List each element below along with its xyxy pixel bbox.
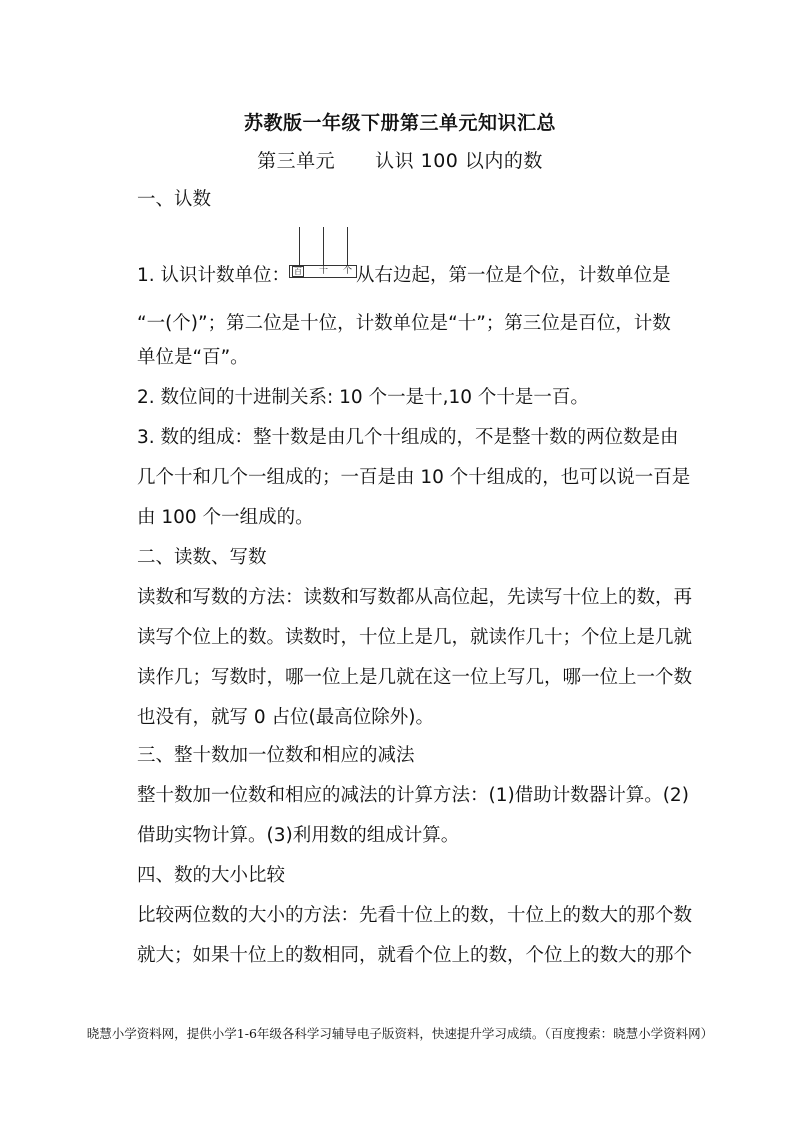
- abacus-rod-ones: [347, 227, 348, 265]
- paragraph-line: 读作几；写数时，哪一位上是几就在这一位上写几，哪一位上一个数: [137, 667, 693, 688]
- paragraph-line: 读数和写数的方法：读数和写数都从高位起，先读写十位上的数，再: [137, 587, 693, 608]
- section-heading-1: 一、认数: [137, 189, 212, 210]
- abacus-rod-hundreds: [299, 227, 300, 265]
- document-title: 苏教版一年级下册第三单元知识汇总: [243, 112, 556, 134]
- paragraph-line: “一(个)”；第二位是十位，计数单位是“十”；第三位是百位，计数: [137, 313, 671, 334]
- paragraph-line: 整十数加一位数和相应的减法的计算方法：(1)借助计数器计算。(2): [137, 785, 689, 806]
- section-heading-3: 三、整十数加一位数和相应的减法: [137, 745, 415, 766]
- paragraph-line: 几个十和几个一组成的；一百是由 10 个十组成的，也可以说一百是: [137, 467, 691, 488]
- unit-topic: 认识 100 以内的数: [375, 150, 543, 172]
- unit-label: 第三单元: [257, 150, 336, 172]
- abacus-label-hundreds: 百: [294, 267, 302, 276]
- paragraph-line: 3. 数的组成：整十数是由几个十组成的，不是整十数的两位数是由: [137, 427, 679, 448]
- paragraph-line: 读写个位上的数。读数时，十位上是几，就读作几十；个位上是几就: [137, 627, 693, 648]
- item-1-text: 从右边起，第一位是个位，计数单位是: [356, 265, 671, 286]
- footer-note: 晓慧小学资料网，提供小学1-6年级各科学习辅导电子版资料，快速提升学习成绩。（百度搜索：晓慧小学资料网）: [86, 1026, 714, 1041]
- paragraph-line: 就大；如果十位上的数相同，就看个位上的数，个位上的数大的那个: [137, 945, 693, 966]
- paragraph-line: 由 100 个一组成的。: [137, 507, 314, 528]
- paragraph-line: 2. 数位间的十进制关系: 10 个一是十,10 个十是一百。: [137, 387, 589, 408]
- document-subtitle: [0, 146, 800, 173]
- paragraph-line: 单位是“百”。: [137, 347, 249, 368]
- paragraph-line: 也没有，就写 0 占位(最高位除外)。: [137, 707, 434, 728]
- abacus-label-tens: 十: [319, 266, 329, 276]
- section-heading-2: 二、读数、写数: [137, 547, 267, 568]
- paragraph-line: 比较两位数的大小的方法：先看十位上的数，十位上的数大的那个数: [137, 905, 693, 926]
- item-1-lead: 1. 认识计数单位：: [137, 265, 291, 286]
- section-heading-4: 四、数的大小比较: [137, 865, 286, 886]
- abacus-rod-tens: [323, 227, 324, 265]
- paragraph-line: 借助实物计算。(3)利用数的组成计算。: [137, 825, 460, 846]
- paragraph-line: [137, 264, 677, 288]
- abacus-label-ones: 个: [343, 266, 353, 276]
